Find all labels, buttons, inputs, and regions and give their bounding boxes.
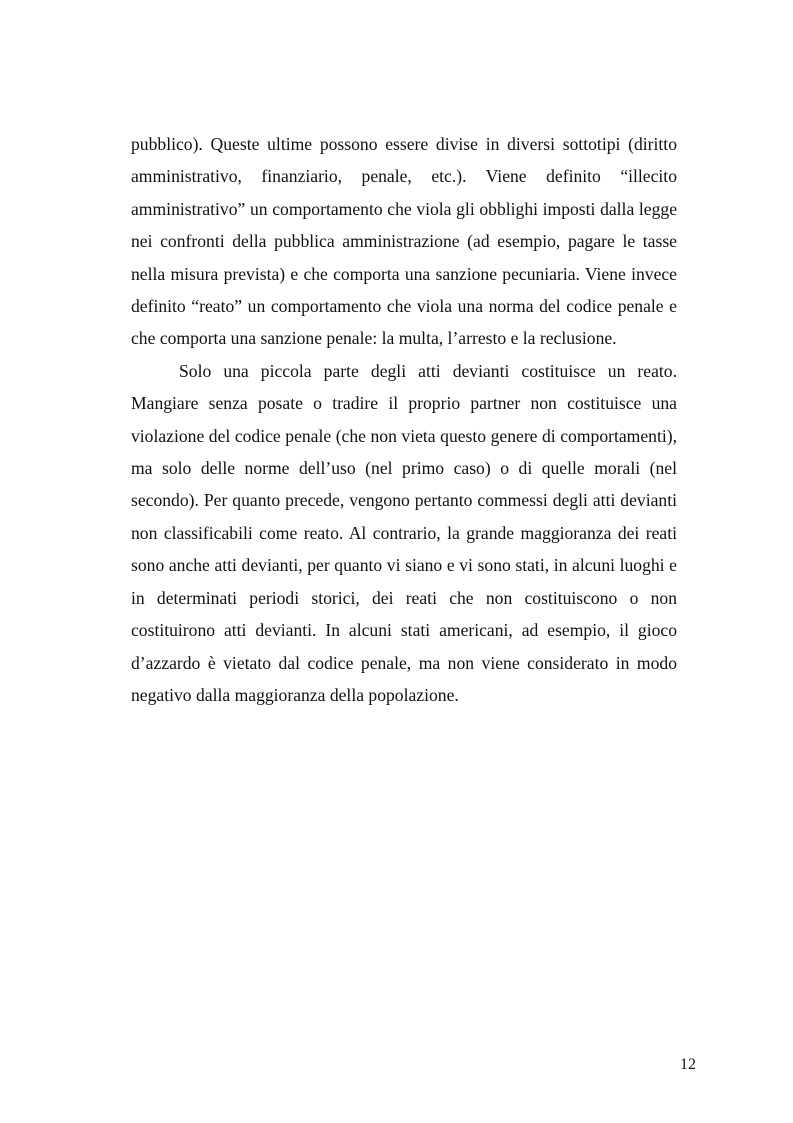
page-number: 12 <box>680 1056 696 1073</box>
body-text <box>131 128 677 711</box>
paragraph-atti-devianti: Solo una piccola parte degli atti devianti costituisce un reato. Mangiare senza posate o tradire il proprio partner non costituisce una violazione del codice penale (che non vieta questo genere di comportamenti), ma solo delle norme dell’uso (nel primo caso) o di quelle morali (nel secondo). Per quanto precede, vengono pertanto commessi degli atti devianti non classificabili come reato. Al contrario, la grande maggioranza dei reati sono anche atti devianti, per quanto vi siano e vi sono stati, in alcuni luoghi e in determinati periodi storici, dei reati che non costituiscono o non costituirono atti devianti. In alcuni stati americani, ad esempio, il gioco d’azzardo è vietato dal codice penale, ma non viene considerato in modo negativo dalla maggioranza della popolazione. <box>131 360 677 705</box>
paragraph-illecito-reato: pubblico). Queste ultime possono essere divise in diversi sottotipi (diritto amministrativo, finanziario, penale, etc.). Viene definito “illecito amministrativo” un comportamento che viola gli obblighi imposti dalla legge nei confronti della pubblica amministrazione (ad esempio, pagare le tasse nella misura prevista) e che comporta una sanzione pecuniaria. Viene invece definito “reato” un comportamento che viola una norma del codice penale e che comporta una sanzione penale: la multa, l’arresto e la reclusione. <box>131 134 677 349</box>
